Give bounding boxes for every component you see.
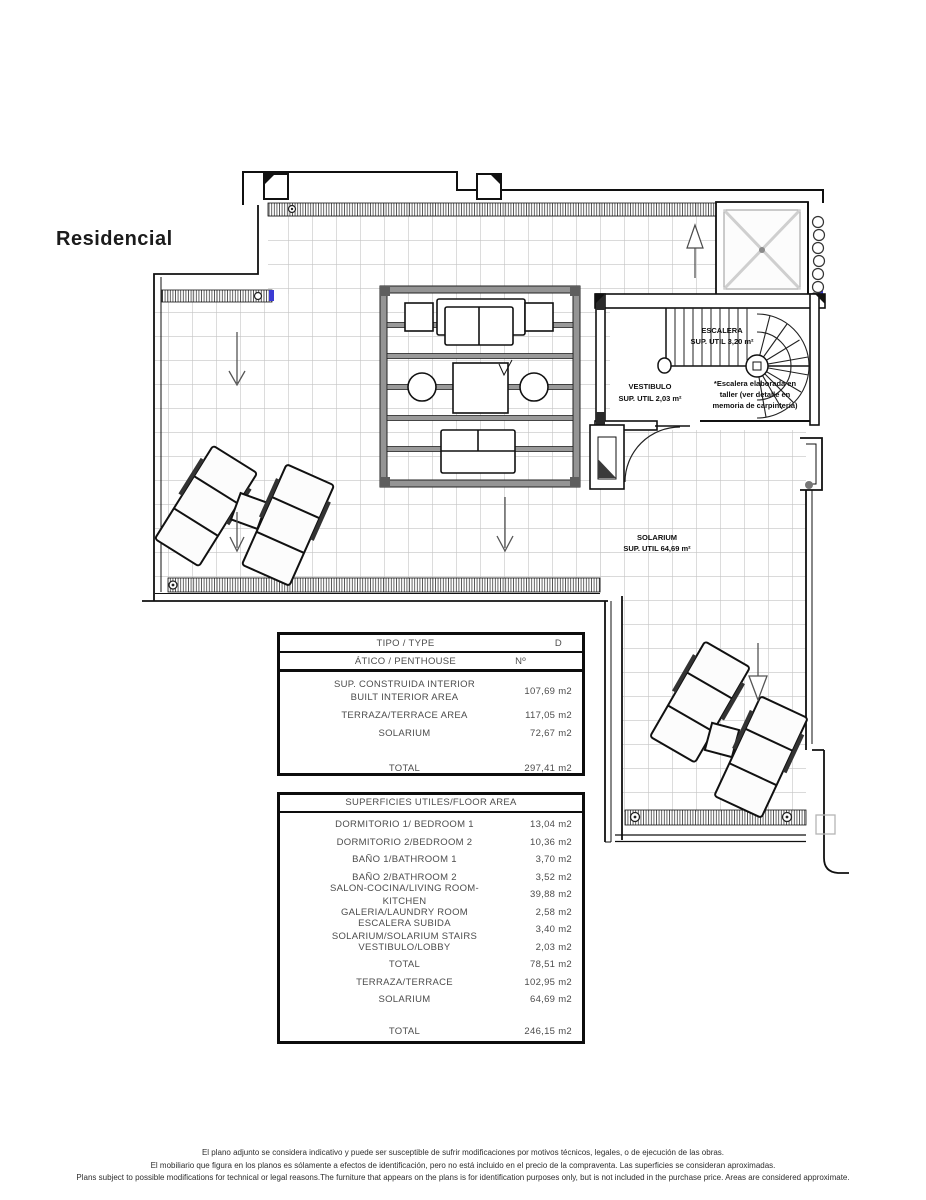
row-label: SUP. CONSTRUIDA INTERIOR xyxy=(333,679,476,690)
table-row xyxy=(280,882,582,907)
table-row xyxy=(280,707,582,725)
row-label: SOLARIUM xyxy=(378,994,431,1006)
row-label: TERRAZA/TERRACE AREA xyxy=(341,710,468,722)
row-label: TOTAL xyxy=(388,959,421,971)
table-row xyxy=(280,725,582,743)
row-value: 13,04 m2 xyxy=(529,819,572,831)
row-value: 78,51 m2 xyxy=(529,959,572,971)
row-value: 3,40 m2 xyxy=(535,924,572,936)
page-title: Residencial xyxy=(56,228,173,250)
disclaimer-line-es-2: El mobiliario que figura en los planos es sólamente a efectos de identificación, pero no está incluido en el precio de la compraventa. Las superficies se consideran aproximadas. xyxy=(150,1160,776,1170)
skylight xyxy=(716,202,808,297)
row-label: GALERIA/LAUNDRY ROOM xyxy=(340,906,469,918)
disclaimer-line-en: Plans subject to possible modifications for technical or legal reasons.The furniture that appears on the plans is for identification purposes only, but is not included in the purchase price. Areas are considered approximate. xyxy=(76,1173,850,1182)
row-value: 39,88 m2 xyxy=(529,889,572,901)
row-label: DORMITORIO 1/ BEDROOM 1 xyxy=(335,819,474,831)
row-value: 10,36 m2 xyxy=(529,836,572,848)
total-value: 297,41 m2 xyxy=(524,763,572,775)
row-label: TERRAZA/TERRACE xyxy=(356,976,453,988)
table-row xyxy=(280,939,582,957)
row-value: 2,58 m2 xyxy=(535,906,572,918)
row-label-en: BUILT INTERIOR AREA xyxy=(350,692,459,703)
disclaimer-line-es-1: El plano adjunto se considera indicativo y puede ser susceptible de sufrir modificaciones por motivos técnicos, legales, o de ejecución de las obras. xyxy=(201,1148,725,1157)
row-label: BAÑO 2/BATHROOM 2 xyxy=(352,871,457,883)
row-label: DORMITORIO 2/BEDROOM 2 xyxy=(336,836,473,848)
row-value: 117,05 m2 xyxy=(525,710,572,722)
table-row xyxy=(280,834,582,852)
row-label: SOLARIUM xyxy=(378,727,431,739)
total-label: TOTAL xyxy=(388,1025,421,1037)
circle-detail xyxy=(812,217,825,301)
row-value: 3,52 m2 xyxy=(535,871,572,883)
row-value: 107,69 m2 xyxy=(524,685,572,697)
utility-unit xyxy=(590,425,624,489)
atico-penthouse-header: ÁTICO / PENTHOUSE xyxy=(354,655,457,667)
stair-note-line2: taller (ver detalle en xyxy=(719,390,791,399)
numero-header: Nº xyxy=(515,655,526,667)
row-label: SALON-COCINA/LIVING ROOM-KITCHEN xyxy=(330,882,479,907)
total-label: TOTAL xyxy=(388,763,421,775)
floor-area-header-row xyxy=(280,795,582,813)
table-row xyxy=(280,991,582,1009)
stair-note-line1: *Escalera elaborada en xyxy=(713,379,797,388)
tipo-type-header: TIPO / TYPE xyxy=(376,637,435,649)
row-value: 2,03 m2 xyxy=(535,941,572,953)
row-label: ESCALERA SUBIDA SOLARIUM/SOLARIUM STAIRS xyxy=(331,917,478,942)
solarium-label: SOLARIUM xyxy=(637,533,677,542)
table-row xyxy=(280,974,582,992)
floor-area-table xyxy=(277,792,585,1044)
vestibulo-area-label: SUP. UTIL 2,03 m² xyxy=(618,394,682,403)
table-row xyxy=(280,917,582,942)
disclaimer xyxy=(0,1147,926,1185)
escalera-area-label: SUP. UTIL 3,20 m² xyxy=(690,337,754,346)
total-value: 246,15 m2 xyxy=(524,1025,572,1037)
row-value: 102,95 m2 xyxy=(524,976,572,988)
summary-table-header-row xyxy=(280,635,582,653)
row-value: 72,67 m2 xyxy=(529,727,572,739)
table-row xyxy=(280,851,582,869)
total-row xyxy=(280,760,582,778)
columns xyxy=(264,174,501,199)
summary-table xyxy=(277,632,585,776)
table-row xyxy=(280,813,582,834)
solarium-area-label: SUP. UTIL 64,69 m² xyxy=(623,544,691,553)
vestibulo-label: VESTIBULO xyxy=(628,382,672,391)
row-value: 64,69 m2 xyxy=(529,994,572,1006)
penthouse-header-row xyxy=(280,653,582,672)
row-label: BAÑO 1/BATHROOM 1 xyxy=(352,854,457,866)
table-row xyxy=(280,672,582,707)
row-value: 3,70 m2 xyxy=(535,854,572,866)
type-d-header: D xyxy=(554,637,562,649)
total-row xyxy=(280,1023,582,1041)
stair-note-line3: memoria de carpintería) xyxy=(712,401,798,410)
blue-mark-left xyxy=(269,290,274,301)
floor-area-header: SUPERFICIES UTILES/FLOOR AREA xyxy=(345,797,517,808)
row-label: VESTIBULO/LOBBY xyxy=(358,941,451,953)
escalera-label: ESCALERA xyxy=(701,326,743,335)
table-row xyxy=(280,956,582,974)
